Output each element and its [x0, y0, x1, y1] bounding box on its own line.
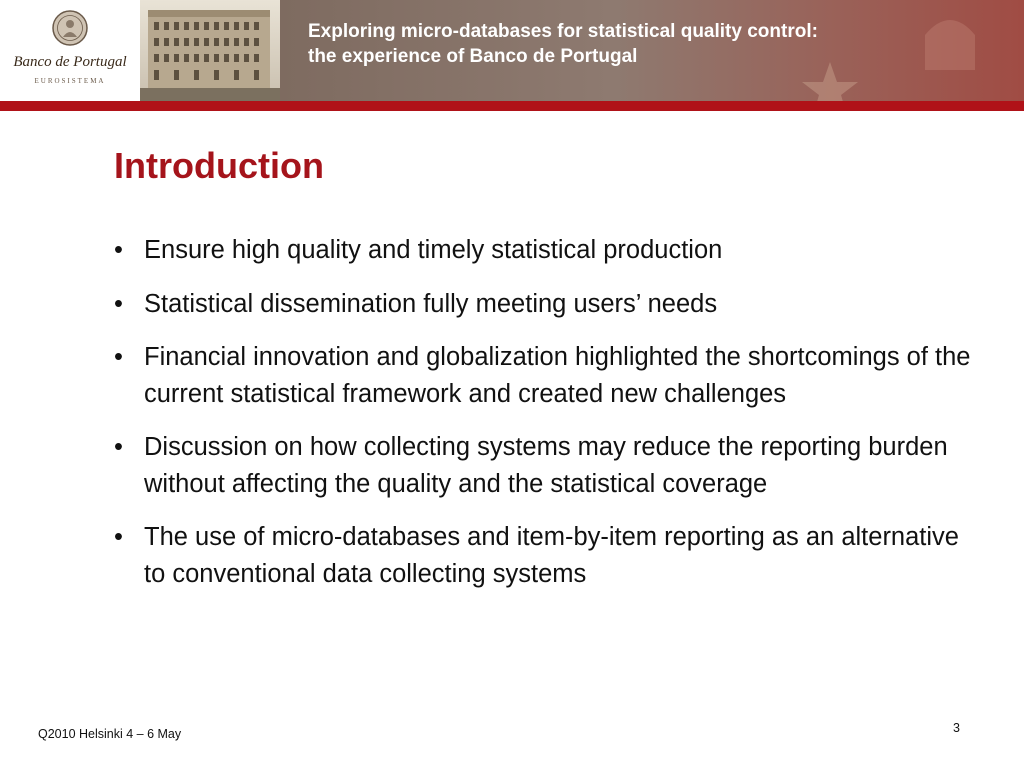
page-number: 3 — [953, 721, 960, 735]
header-divider — [0, 101, 1024, 111]
building-photo — [140, 0, 280, 101]
bank-subtitle: EUROSISTEMA — [34, 77, 106, 85]
bullet-text: Ensure high quality and timely statistical production — [144, 236, 723, 264]
footer-event: Q2010 Helsinki 4 – 6 May — [38, 727, 182, 741]
title-band — [280, 0, 1024, 101]
bank-seal-icon — [52, 10, 88, 46]
bullet-item — [114, 519, 974, 592]
bullet-text: The use of micro-databases and item-by-item reporting as an alternative to conventional data collecting systems — [144, 523, 959, 588]
bullet-icon: • — [114, 236, 123, 264]
bullet-list — [114, 232, 974, 609]
presentation-title-line-2: the experience of Banco de Portugal — [308, 46, 638, 67]
bank-name: Banco de Portugal — [13, 54, 127, 70]
slide-title: Introduction — [114, 145, 324, 186]
bullet-text: Statistical dissemination fully meeting users’ needs — [144, 289, 718, 318]
presentation-title — [308, 19, 1008, 69]
bullet-text: Discussion on how collecting systems may reduce the reporting burden without affecting the quality and the statistical coverage — [144, 433, 948, 498]
presentation-title-line-1: Exploring micro-databases for statistical quality control: — [308, 21, 818, 42]
bullet-text: Financial innovation and globalization highlighted the shortcomings of the current statistical framework and created new challenges — [144, 343, 971, 408]
bank-logo — [0, 0, 140, 101]
bullet-icon: • — [114, 523, 123, 551]
bullet-icon: • — [114, 343, 123, 371]
bullet-item — [114, 286, 974, 323]
slide-header — [0, 0, 1024, 101]
bullet-item — [114, 339, 974, 412]
bullet-item — [114, 429, 974, 502]
bullet-icon: • — [114, 289, 123, 318]
bullet-item — [114, 232, 974, 269]
bullet-icon: • — [114, 433, 123, 461]
